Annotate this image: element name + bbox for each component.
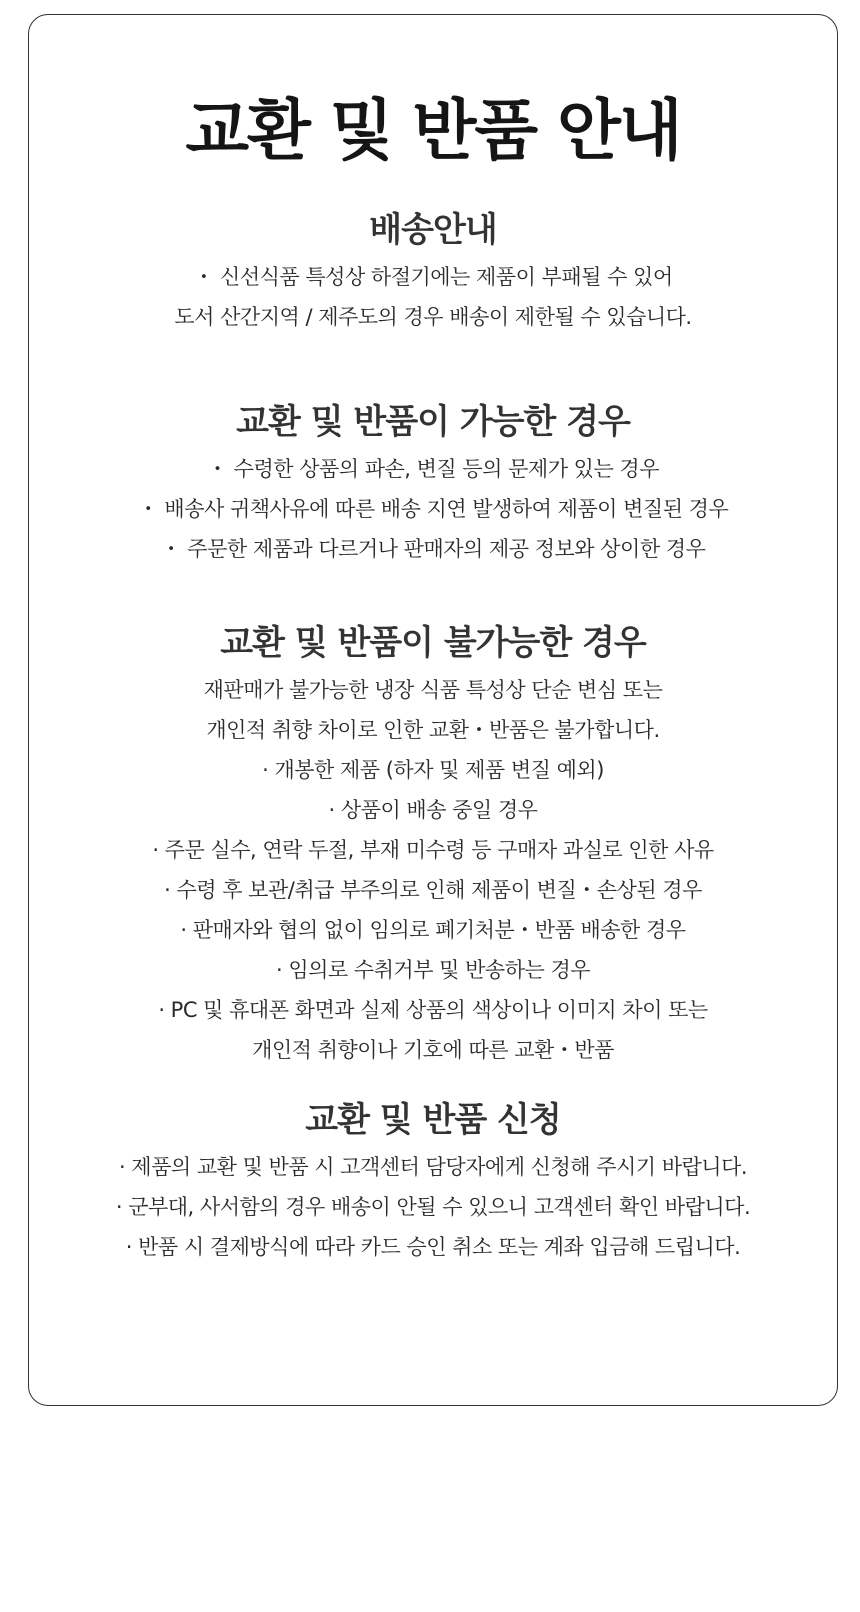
list-item: · 수령 후 보관/취급 부주의로 인해 제품이 변질・손상된 경우	[164, 878, 702, 902]
list-item: · 군부대, 사서함의 경우 배송이 안될 수 있으니 고객센터 확인 바랍니다.	[115, 1195, 751, 1219]
return-impossible-section	[29, 620, 837, 1070]
list-item: · 주문 실수, 연락 두절, 부재 미수령 등 구매자 과실로 인한 사유	[152, 838, 714, 862]
list-item: ・ 배송사 귀책사유에 따른 배송 지연 발생하여 제품이 변질된 경우	[137, 497, 729, 521]
info-card	[28, 14, 838, 1406]
text-line: ・ 신선식품 특성상 하절기에는 제품이 부패될 수 있어	[193, 265, 673, 289]
list-item: · 상품이 배송 중일 경우	[328, 798, 538, 822]
text-line: 도서 산간지역 / 제주도의 경우 배송이 제한될 수 있습니다.	[174, 305, 692, 329]
apply-list	[29, 1147, 837, 1267]
list-item: · 제품의 교환 및 반품 시 고객센터 담당자에게 신청해 주시기 바랍니다.	[118, 1155, 748, 1179]
return-apply-section	[29, 1097, 837, 1267]
return-possible-section	[29, 399, 837, 569]
list-item: · 판매자와 협의 없이 임의로 폐기처분・반품 배송한 경우	[180, 918, 686, 942]
list-item: · 개봉한 제품 (하자 및 제품 변질 예외)	[262, 758, 604, 782]
possible-list	[29, 449, 837, 569]
section-heading-possible: 교환 및 반품이 가능한 경우	[236, 402, 630, 442]
list-item: · 임의로 수취거부 및 반송하는 경우	[275, 958, 591, 982]
list-item: 개인적 취향 차이로 인한 교환・반품은 불가합니다.	[206, 718, 660, 742]
section-heading-impossible: 교환 및 반품이 불가능한 경우	[220, 623, 646, 663]
list-item: 개인적 취향이나 기호에 따른 교환・반품	[252, 1038, 614, 1062]
delivery-section	[29, 207, 837, 337]
section-heading-delivery: 배송안내	[369, 210, 497, 250]
page-title: 교환 및 반품 안내	[185, 92, 681, 169]
list-item: ・ 주문한 제품과 다르거나 판매자의 제공 정보와 상이한 경우	[160, 537, 706, 561]
impossible-list	[29, 670, 837, 1070]
list-item: ・ 수령한 상품의 파손, 변질 등의 문제가 있는 경우	[206, 457, 659, 481]
section-heading-apply: 교환 및 반품 신청	[305, 1100, 561, 1140]
list-item: · PC 및 휴대폰 화면과 실제 상품의 색상이나 이미지 차이 또는	[158, 998, 708, 1022]
delivery-text	[29, 257, 837, 337]
list-item: · 반품 시 결제방식에 따라 카드 승인 취소 또는 계좌 입금해 드립니다.	[125, 1235, 741, 1259]
list-item: 재판매가 불가능한 냉장 식품 특성상 단순 변심 또는	[203, 678, 663, 702]
